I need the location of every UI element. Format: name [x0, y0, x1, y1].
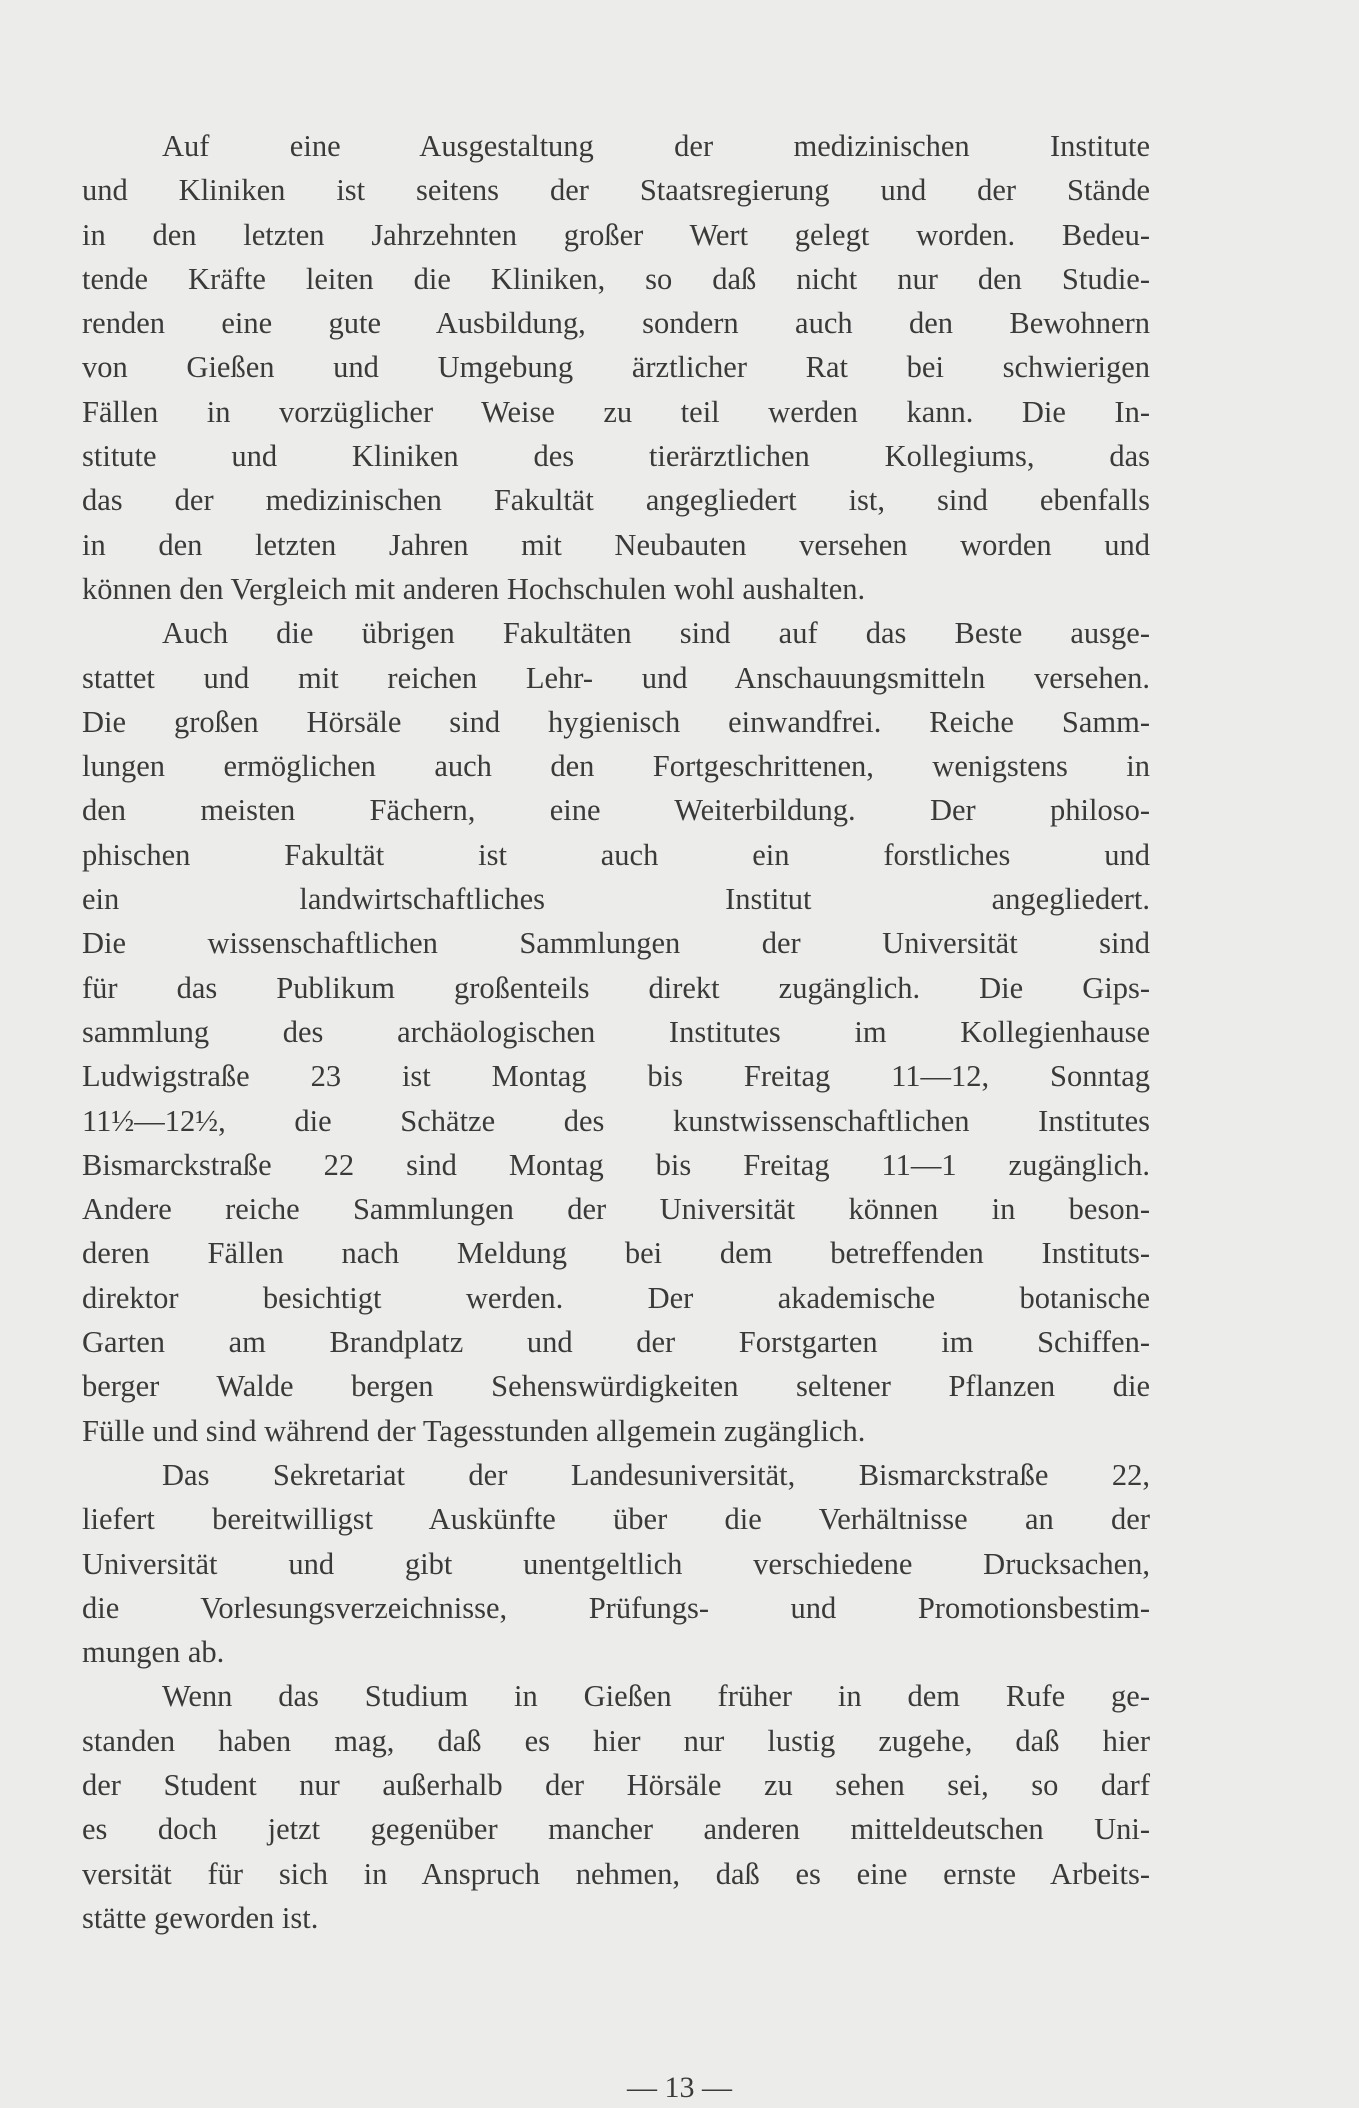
text-line: Auf eine Ausgestaltung der medizinischen Institute	[162, 129, 1150, 163]
text-line: der Student nur außerhalb der Hörsäle zu sehen sei, so darf	[82, 1767, 1150, 1802]
text-line: standen haben mag, daß es hier nur lustig zugehe, daß hier	[82, 1723, 1150, 1758]
text-line: versität für sich in Anspruch nehmen, daß es eine ernste Arbeits-	[82, 1856, 1150, 1891]
text-line: renden eine gute Ausbildung, sondern auch den Bewohnern	[82, 306, 1150, 341]
text-line: Fülle und sind während der Tagesstunden allgemein zugänglich.	[82, 1413, 866, 1448]
text-line: Garten am Brandplatz und der Forstgarten im Schiffen-	[82, 1325, 1150, 1360]
page-number: — 13 —	[627, 2071, 732, 2104]
text-line: phischen Fakultät ist auch ein forstliches und	[82, 837, 1150, 872]
text-line: deren Fällen nach Meldung bei dem betreffenden Instituts-	[82, 1236, 1150, 1271]
text-line: Bismarckstraße 22 sind Montag bis Freitag 11—1 zugänglich.	[82, 1147, 1150, 1182]
text-line: sammlung des archäologischen Institutes im Kollegienhause	[82, 1014, 1150, 1049]
text-line: Andere reiche Sammlungen der Universität können in beson-	[82, 1192, 1150, 1227]
text-line: berger Walde bergen Sehenswürdigkeiten seltener Pflanzen die	[82, 1369, 1150, 1404]
text-line: ein landwirtschaftliches Institut angegliedert.	[82, 882, 1150, 917]
text-line: direktor besichtigt werden. Der akademische botanische	[82, 1280, 1150, 1315]
text-line: stattet und mit reichen Lehr- und Anschauungsmitteln versehen.	[82, 660, 1150, 695]
text-line: Die großen Hörsäle sind hygienisch einwandfrei. Reiche Samm-	[82, 704, 1150, 739]
text-line: es doch jetzt gegenüber mancher anderen mitteldeutschen Uni-	[82, 1812, 1150, 1847]
text-line: Universität und gibt unentgeltlich verschiedene Drucksachen,	[82, 1546, 1150, 1581]
text-line: können den Vergleich mit anderen Hochschulen wohl aushalten.	[82, 571, 866, 606]
text-line: für das Publikum großenteils direkt zugänglich. Die Gips-	[82, 970, 1150, 1005]
text-line: stitute und Kliniken des tierärztlichen Kollegiums, das	[82, 439, 1150, 474]
text-line: die Vorlesungsverzeichnisse, Prüfungs- und Promotionsbestim-	[82, 1590, 1150, 1625]
text-line: den meisten Fächern, eine Weiterbildung. Der philoso-	[82, 793, 1150, 828]
text-line: von Gießen und Umgebung ärztlicher Rat bei schwierigen	[82, 350, 1150, 385]
body-text	[82, 124, 1150, 1940]
text-line: Das Sekretariat der Landesuniversität, Bismarckstraße 22,	[162, 1457, 1150, 1492]
text-line: mungen ab.	[82, 1635, 225, 1670]
text-line: stätte geworden ist.	[82, 1900, 319, 1935]
text-line: das der medizinischen Fakultät angegliedert ist, sind ebenfalls	[82, 483, 1150, 518]
text-line: Wenn das Studium in Gießen früher in dem Rufe ge-	[162, 1679, 1150, 1714]
text-line: Die wissenschaftlichen Sammlungen der Universität sind	[82, 926, 1150, 961]
text-line: Auch die übrigen Fakultäten sind auf das Beste ausge-	[162, 616, 1150, 651]
text-line: Fällen in vorzüglicher Weise zu teil werden kann. Die In-	[82, 394, 1150, 429]
text-line: in den letzten Jahrzehnten großer Wert gelegt worden. Bedeu-	[82, 217, 1150, 252]
text-line: Ludwigstraße 23 ist Montag bis Freitag 11—12, Sonntag	[82, 1059, 1150, 1094]
text-line: liefert bereitwilligst Auskünfte über die Verhältnisse an der	[82, 1502, 1150, 1537]
text-line: in den letzten Jahren mit Neubauten versehen worden und	[82, 527, 1150, 562]
text-line: und Kliniken ist seitens der Staatsregierung und der Stände	[82, 173, 1150, 208]
text-line: lungen ermöglichen auch den Fortgeschrittenen, wenigstens in	[82, 749, 1150, 784]
text-line: 11½—12½, die Schätze des kunstwissenschaftlichen Institutes	[82, 1103, 1150, 1138]
text-line: tende Kräfte leiten die Kliniken, so daß nicht nur den Studie-	[82, 261, 1150, 296]
